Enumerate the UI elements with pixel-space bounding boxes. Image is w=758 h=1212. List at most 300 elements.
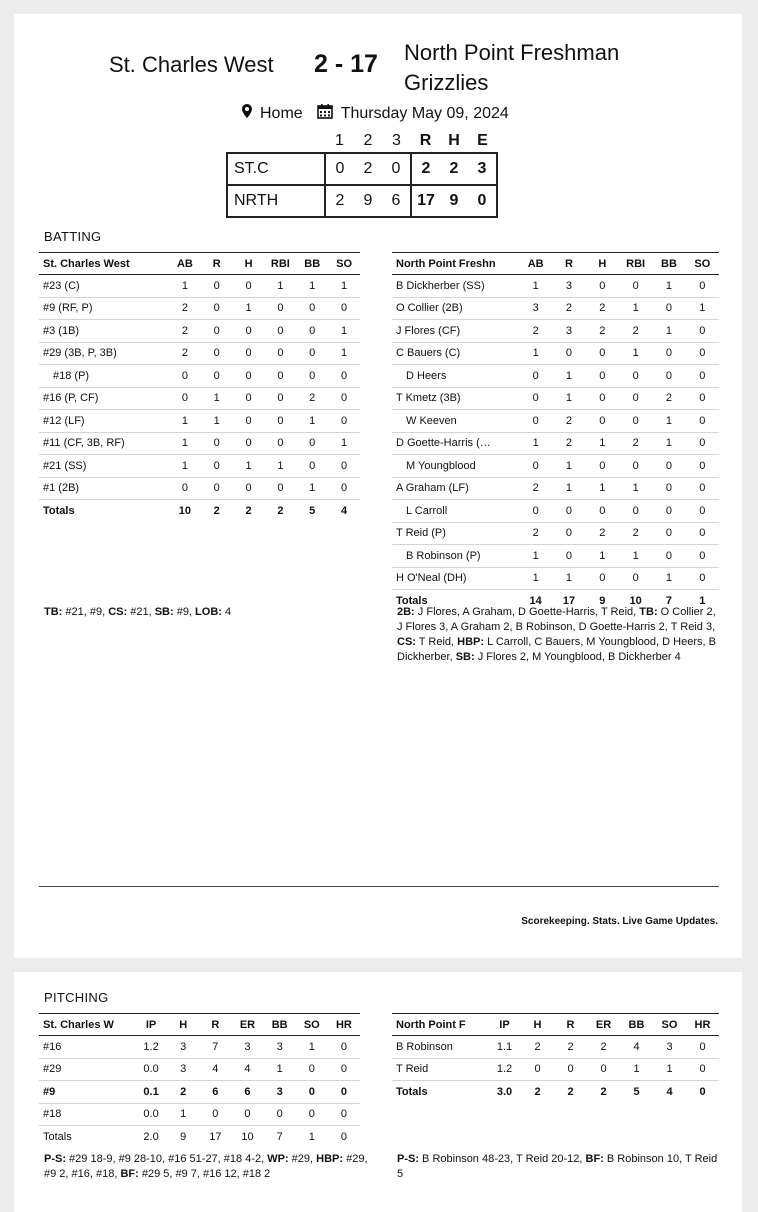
stat-cell: 3.0 — [488, 1081, 521, 1103]
table-row — [39, 1103, 360, 1126]
stat-column-header: R — [554, 1014, 587, 1036]
stat-cell: 1 — [619, 545, 652, 568]
stat-cell: 2 — [169, 297, 201, 320]
home-pitching-table — [392, 1013, 719, 1103]
player-name: D Heers — [392, 365, 519, 388]
stat-cell: 0 — [686, 275, 719, 298]
player-name: #29 — [39, 1058, 135, 1081]
game-meta — [242, 103, 509, 124]
stat-cell: 0 — [264, 1103, 296, 1126]
team-column-header: St. Charles West — [39, 253, 169, 275]
stat-cell: 0 — [201, 365, 233, 388]
table-row — [39, 320, 360, 343]
stat-cell: 1 — [519, 432, 552, 455]
table-row — [392, 432, 719, 455]
stat-cell: 0 — [328, 1126, 360, 1148]
stat-cell: 0 — [652, 545, 685, 568]
batting-section-title: BATTING — [44, 229, 102, 244]
stat-cell: 0 — [519, 500, 552, 523]
away-batting-notes: TB: #21, #9, CS: #21, SB: #9, LOB: 4 — [44, 606, 232, 618]
stat-cell: 2 — [619, 432, 652, 455]
table-row — [39, 275, 360, 298]
stat-cell: 1 — [328, 342, 360, 365]
player-name: C Bauers (C) — [392, 342, 519, 365]
stat-cell: 0 — [201, 455, 233, 478]
stat-cell: 1 — [652, 275, 685, 298]
player-name: #18 — [39, 1103, 135, 1126]
stat-cell: 2 — [619, 320, 652, 343]
stat-cell: 0 — [296, 432, 328, 455]
stat-cell: 1 — [519, 567, 552, 590]
stat-cell: 0 — [686, 365, 719, 388]
linescore-table — [226, 130, 498, 218]
hits-header: H — [448, 132, 460, 149]
stat-cell: 3 — [167, 1058, 199, 1081]
stat-cell: 1 — [552, 387, 585, 410]
stat-cell: 0 — [231, 1103, 263, 1126]
table-row — [392, 410, 719, 433]
stat-cell: 10 — [169, 500, 201, 522]
stat-cell: 0 — [328, 1103, 360, 1126]
divider — [39, 886, 719, 887]
stat-cell: 0 — [233, 342, 265, 365]
stat-cell: 2 — [201, 500, 233, 522]
table-row — [392, 297, 719, 320]
table-row — [39, 1081, 360, 1104]
stat-cell: 0 — [686, 545, 719, 568]
stat-cell: 1 — [169, 275, 201, 298]
stat-cell: 1 — [264, 1058, 296, 1081]
stat-column-header: AB — [169, 253, 201, 275]
stat-cell: 2 — [619, 522, 652, 545]
stat-cell: 1 — [233, 297, 265, 320]
stat-cell: 0 — [233, 432, 265, 455]
stat-cell: 2 — [519, 477, 552, 500]
stat-cell: 1 — [264, 275, 296, 298]
map-pin-icon — [242, 104, 252, 123]
stat-cell: 0 — [519, 455, 552, 478]
inning-score: 0 — [382, 153, 411, 185]
stat-column-header: SO — [686, 253, 719, 275]
stat-column-header: ER — [587, 1014, 620, 1036]
stat-cell: 3 — [653, 1036, 686, 1059]
pitching-section-title: PITCHING — [44, 990, 109, 1005]
stat-cell: 0 — [233, 410, 265, 433]
stat-cell: 0 — [686, 522, 719, 545]
stat-cell: 0 — [586, 500, 619, 523]
stat-cell: 10 — [231, 1126, 263, 1148]
linescore-row-away — [227, 153, 497, 185]
player-name: #16 (P, CF) — [39, 387, 169, 410]
table-row — [392, 365, 719, 388]
stat-cell: 0 — [169, 387, 201, 410]
stat-cell: 0 — [586, 567, 619, 590]
table-row — [392, 1036, 719, 1059]
stat-cell: 0 — [169, 365, 201, 388]
stat-column-header: R — [201, 253, 233, 275]
stat-cell: 0 — [233, 387, 265, 410]
player-name: H O'Neal (DH) — [392, 567, 519, 590]
inning-header: 3 — [392, 132, 401, 149]
table-row — [392, 455, 719, 478]
stat-cell: 2 — [587, 1081, 620, 1103]
stat-cell: 0 — [652, 365, 685, 388]
stat-cell: 0 — [652, 342, 685, 365]
stat-cell: 0 — [586, 387, 619, 410]
player-name: L Carroll — [392, 500, 519, 523]
table-row — [392, 522, 719, 545]
final-score: 2 - 17 — [314, 50, 378, 78]
player-name: #21 (SS) — [39, 455, 169, 478]
stat-cell: 4 — [199, 1058, 231, 1081]
stat-cell: 0 — [264, 320, 296, 343]
stat-cell: 0 — [328, 455, 360, 478]
stat-cell: 2 — [296, 387, 328, 410]
table-row — [392, 1058, 719, 1081]
inning-score: 2 — [325, 185, 354, 217]
stat-cell: 1 — [686, 297, 719, 320]
stat-cell: 0.0 — [135, 1103, 167, 1126]
stat-cell: 10 — [619, 590, 652, 612]
player-name: #23 (C) — [39, 275, 169, 298]
table-row — [392, 387, 719, 410]
stat-column-header: IP — [135, 1014, 167, 1036]
stat-cell: 0 — [328, 477, 360, 500]
stat-cell: 0 — [328, 1081, 360, 1104]
stat-cell: 0 — [686, 320, 719, 343]
runs-total: 17 — [411, 185, 440, 217]
stat-cell: 14 — [519, 590, 552, 612]
stat-cell: 1.1 — [488, 1036, 521, 1059]
table-row — [39, 1058, 360, 1081]
stat-cell: 0 — [296, 455, 328, 478]
stat-cell: 2 — [169, 342, 201, 365]
stat-cell: 4 — [653, 1081, 686, 1103]
stat-cell: 0 — [296, 1058, 328, 1081]
errors-header: E — [477, 132, 488, 149]
stat-cell: 1 — [586, 545, 619, 568]
stat-cell: 0 — [296, 1081, 328, 1104]
stat-cell: 0 — [328, 410, 360, 433]
stat-cell: 0 — [652, 477, 685, 500]
footer-tagline: Scorekeeping. Stats. Live Game Updates. — [521, 916, 718, 927]
stat-cell: 3 — [231, 1036, 263, 1059]
stat-column-header: R — [199, 1014, 231, 1036]
stat-cell: 0 — [652, 297, 685, 320]
game-date: Thursday May 09, 2024 — [340, 104, 509, 122]
stat-cell: 0 — [686, 432, 719, 455]
table-row — [39, 455, 360, 478]
stat-cell: 1 — [296, 275, 328, 298]
stat-cell: 2 — [552, 432, 585, 455]
player-name: W Keeven — [392, 410, 519, 433]
stat-cell: 0 — [201, 342, 233, 365]
stat-cell: 0 — [328, 387, 360, 410]
table-row — [39, 365, 360, 388]
stat-cell: 3 — [167, 1036, 199, 1059]
stat-cell: 9 — [167, 1126, 199, 1148]
player-name: B Robinson (P) — [392, 545, 519, 568]
stat-cell: 1 — [653, 1058, 686, 1081]
player-name: T Reid — [392, 1058, 488, 1081]
stat-cell: 0 — [686, 567, 719, 590]
stat-cell: 1 — [652, 567, 685, 590]
stat-cell: 0 — [586, 455, 619, 478]
home-batting-notes: 2B: J Flores, A Graham, D Goette-Harris, T Reid, TB: O Collier 2, J Flores 3, A Graham 2, B Robinson, D Goette-Harris 2, T Reid 3, CS: T Reid, HBP: L Carroll, C Bauers, M Youngblood, D Heers, B Dickherber, SB: J Flores 2, M Youngblood, B Dickherber 4 — [397, 606, 716, 663]
stat-cell: 0 — [586, 365, 619, 388]
stat-cell: 0.0 — [135, 1058, 167, 1081]
stat-cell: 3 — [552, 275, 585, 298]
linescore-team: ST.C — [227, 153, 325, 185]
stat-cell: 0 — [554, 1058, 587, 1081]
stat-cell: 0 — [619, 365, 652, 388]
stat-cell: 1 — [328, 432, 360, 455]
stat-cell: 2.0 — [135, 1126, 167, 1148]
stat-cell: 2 — [554, 1036, 587, 1059]
errors-total: 0 — [468, 185, 497, 217]
errors-total: 3 — [468, 153, 497, 185]
runs-header: R — [419, 132, 432, 149]
player-name: #9 (RF, P) — [39, 297, 169, 320]
player-name: #29 (3B, P, 3B) — [39, 342, 169, 365]
stat-cell: 0 — [619, 567, 652, 590]
totals-row — [39, 500, 360, 522]
player-name: M Youngblood — [392, 455, 519, 478]
stat-cell: 2 — [521, 1081, 554, 1103]
stat-column-header: H — [167, 1014, 199, 1036]
stat-cell: 2 — [552, 410, 585, 433]
away-pitching-table — [39, 1013, 360, 1148]
stat-cell: 0 — [233, 320, 265, 343]
stat-cell: 0 — [586, 342, 619, 365]
stat-cell: 7 — [264, 1126, 296, 1148]
table-row — [392, 477, 719, 500]
stat-cell: 0 — [686, 1058, 719, 1081]
stat-cell: 0 — [686, 1036, 719, 1059]
stat-cell: 1 — [296, 1036, 328, 1059]
stat-column-header: RBI — [619, 253, 652, 275]
stat-cell: 4 — [231, 1058, 263, 1081]
stat-cell: 0 — [552, 342, 585, 365]
stat-cell: 1 — [552, 455, 585, 478]
player-name: #3 (1B) — [39, 320, 169, 343]
table-row — [392, 342, 719, 365]
stat-cell: 1 — [296, 1126, 328, 1148]
stat-cell: 1 — [619, 477, 652, 500]
stat-cell: 0 — [519, 387, 552, 410]
stat-cell: 7 — [652, 590, 685, 612]
player-name: D Goette-Harris (… — [392, 432, 519, 455]
stat-cell: 1 — [619, 342, 652, 365]
stat-cell: 1 — [586, 432, 619, 455]
table-header-row — [39, 253, 360, 275]
stat-cell: 1 — [519, 275, 552, 298]
table-row — [392, 545, 719, 568]
stat-cell: 0 — [619, 275, 652, 298]
player-name: #1 (2B) — [39, 477, 169, 500]
stat-cell: 0 — [296, 342, 328, 365]
away-pitching-notes: P-S: #29 18-9, #9 28-10, #16 51-27, #18 4-2, WP: #29, HBP: #29, #9 2, #16, #18, BF: #29 5, #9 7, #16 12, #18 2 — [44, 1153, 368, 1180]
stat-cell: 1 — [169, 455, 201, 478]
table-row — [39, 1036, 360, 1059]
team-column-header: St. Charles W — [39, 1014, 135, 1036]
stat-cell: 1 — [296, 410, 328, 433]
stat-cell: 0 — [296, 1103, 328, 1126]
team-column-header: North Point Freshn — [392, 253, 519, 275]
stat-cell: 0.1 — [135, 1081, 167, 1104]
hits-total: 9 — [440, 185, 468, 217]
stat-cell: 1 — [233, 455, 265, 478]
stat-cell: 0 — [328, 365, 360, 388]
boxscore-page-1 — [14, 14, 742, 958]
runs-total: 2 — [411, 153, 440, 185]
stat-cell: 2 — [586, 297, 619, 320]
player-name: #12 (LF) — [39, 410, 169, 433]
stat-cell: 0 — [201, 320, 233, 343]
home-team-name: North Point Freshman Grizzlies — [404, 40, 620, 95]
player-name: O Collier (2B) — [392, 297, 519, 320]
home-batting-table — [392, 252, 719, 612]
stat-cell: 0 — [328, 1058, 360, 1081]
stat-cell: 1 — [586, 477, 619, 500]
stat-column-header: HR — [328, 1014, 360, 1036]
inning-score: 0 — [325, 153, 354, 185]
stat-cell: 3 — [264, 1081, 296, 1104]
stat-cell: 1 — [652, 320, 685, 343]
stat-cell: 2 — [586, 320, 619, 343]
stat-cell: 0 — [552, 500, 585, 523]
away-team-name: St. Charles West — [109, 52, 274, 77]
stat-cell: 1 — [201, 410, 233, 433]
stat-column-header: AB — [519, 253, 552, 275]
stat-cell: 1.2 — [488, 1058, 521, 1081]
team-column-header: North Point F — [392, 1014, 488, 1036]
stat-column-header: SO — [328, 253, 360, 275]
stat-cell: 3 — [552, 320, 585, 343]
linescore-row-home — [227, 185, 497, 217]
stat-cell: 0 — [521, 1058, 554, 1081]
stat-cell: 0 — [264, 477, 296, 500]
player-name: B Dickherber (SS) — [392, 275, 519, 298]
stat-cell: 1 — [296, 477, 328, 500]
stat-cell: 0 — [233, 365, 265, 388]
stat-cell: 1.2 — [135, 1036, 167, 1059]
boxscore-page-2 — [14, 972, 742, 1212]
stat-cell: 0 — [686, 410, 719, 433]
stat-cell: 0 — [264, 387, 296, 410]
table-header-row — [392, 1014, 719, 1036]
home-pitching-notes: P-S: B Robinson 48-23, T Reid 20-12, BF: B Robinson 10, T Reid 5 — [397, 1153, 718, 1180]
player-name: A Graham (LF) — [392, 477, 519, 500]
totals-row — [392, 1081, 719, 1103]
stat-cell: 1 — [620, 1058, 653, 1081]
stat-column-header: BB — [652, 253, 685, 275]
stat-cell: 6 — [231, 1081, 263, 1104]
table-header-row — [392, 253, 719, 275]
stat-cell: 1 — [169, 410, 201, 433]
stat-cell: 6 — [199, 1081, 231, 1104]
table-row — [39, 342, 360, 365]
stat-cell: 2 — [264, 500, 296, 522]
table-row — [39, 297, 360, 320]
player-name: Totals — [392, 590, 519, 612]
stat-cell: 1 — [552, 477, 585, 500]
stat-cell: 0 — [201, 432, 233, 455]
stat-cell: 0 — [199, 1103, 231, 1126]
stat-cell: 2 — [587, 1036, 620, 1059]
stat-cell: 5 — [620, 1081, 653, 1103]
stat-cell: 0 — [686, 500, 719, 523]
stat-cell: 0 — [201, 477, 233, 500]
stat-cell: 2 — [519, 522, 552, 545]
stat-cell: 0 — [264, 342, 296, 365]
table-row — [39, 432, 360, 455]
inning-header: 1 — [335, 132, 344, 149]
stat-column-header: H — [586, 253, 619, 275]
stat-cell: 1 — [552, 365, 585, 388]
stat-cell: 2 — [519, 320, 552, 343]
stat-cell: 2 — [552, 297, 585, 320]
stat-cell: 2 — [652, 387, 685, 410]
stat-cell: 0 — [264, 410, 296, 433]
table-row — [39, 477, 360, 500]
stat-column-header: H — [521, 1014, 554, 1036]
inning-score: 9 — [354, 185, 382, 217]
stat-cell: 17 — [552, 590, 585, 612]
player-name: Totals — [39, 1126, 135, 1148]
stat-column-header: H — [233, 253, 265, 275]
stat-cell: 1 — [169, 432, 201, 455]
stat-cell: 1 — [652, 432, 685, 455]
stat-cell: 1 — [652, 410, 685, 433]
totals-row — [39, 1126, 360, 1148]
stat-cell: 0 — [201, 275, 233, 298]
stat-cell: 5 — [296, 500, 328, 522]
stat-cell: 2 — [167, 1081, 199, 1104]
player-name: Totals — [39, 500, 169, 522]
inning-score: 2 — [354, 153, 382, 185]
stat-cell: 4 — [620, 1036, 653, 1059]
stat-cell: 4 — [328, 500, 360, 522]
player-name: #16 — [39, 1036, 135, 1059]
stat-cell: 1 — [201, 387, 233, 410]
stat-cell: 2 — [521, 1036, 554, 1059]
stat-cell: 0 — [619, 500, 652, 523]
player-name: T Reid (P) — [392, 522, 519, 545]
stat-cell: 7 — [199, 1036, 231, 1059]
linescore-team: NRTH — [227, 185, 325, 217]
table-row — [39, 410, 360, 433]
stat-column-header: SO — [296, 1014, 328, 1036]
stat-column-header: HR — [686, 1014, 719, 1036]
stat-cell: 3 — [519, 297, 552, 320]
table-row — [392, 567, 719, 590]
stat-cell: 0 — [233, 275, 265, 298]
stat-cell: 0 — [328, 1036, 360, 1059]
table-row — [39, 387, 360, 410]
stat-cell: 0 — [519, 365, 552, 388]
stat-cell: 9 — [586, 590, 619, 612]
stat-cell: 2 — [586, 522, 619, 545]
stat-cell: 0 — [586, 410, 619, 433]
player-name: B Robinson — [392, 1036, 488, 1059]
stat-cell: 1 — [167, 1103, 199, 1126]
stat-cell: 3 — [264, 1036, 296, 1059]
player-name: J Flores (CF) — [392, 320, 519, 343]
stat-column-header: SO — [653, 1014, 686, 1036]
stat-cell: 0 — [686, 477, 719, 500]
stat-cell: 0 — [328, 297, 360, 320]
